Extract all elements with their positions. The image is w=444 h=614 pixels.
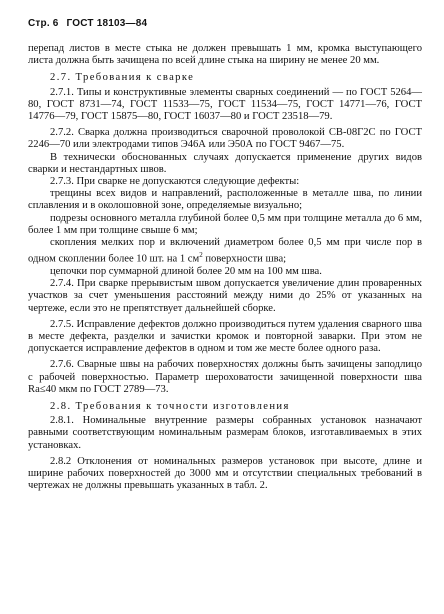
defect-item-undercuts: подрезы основного металла глубиной более 0,5 мм при толщине металла до 6 мм, более 1 мм при толщине свыше 6 мм;	[28, 212, 422, 236]
paragraph-2-7-4: 2.7.4. При сварке прерывистым швом допускается увеличение длин проваренных участков за счет уменьшения расстояний между ними до 25% от указанных на чертеже, если это не препятствует дальнейшей сборке.	[28, 278, 422, 314]
pores-superscript: 2	[199, 251, 203, 260]
pores-text: скопления мелких пор и включений диаметром более 0,5 мм при числе пор в одном скоплении более 10 шт. на 1 см	[28, 237, 422, 265]
paragraph-2-7-2: 2.7.2. Сварка должна производиться сварочной проволокой СВ-08Г2С по ГОСТ 2246—70 или электродами типов Э46А или Э50А по ГОСТ 9467—75.	[28, 127, 422, 151]
paragraph-2-7-2-note: В технически обоснованных случаях допускается применение других видов сварки и нестандартных швов.	[28, 151, 422, 175]
defect-item-pore-chains: цепочки пор суммарной длиной более 20 мм на 100 мм шва.	[50, 265, 322, 277]
standard-code: ГОСТ 18103—84	[66, 18, 148, 29]
defect-item-cracks: трещины всех видов и направлений, расположенные в металле шва, по линии сплавления и в околошовной зоне, определяемые визуально;	[28, 188, 422, 212]
section-heading-2-7: 2.7. Требования к сварке	[50, 72, 195, 84]
pores-text-end: поверхности шва;	[202, 253, 287, 265]
paragraph-2-8-1: 2.8.1. Номинальные внутренние размеры собранных установок назначают равными соответствующим номинальным размерам блоков, изготавливаемых в этих установках.	[28, 415, 422, 451]
page-number: Стр. 6	[28, 18, 59, 29]
paragraph-2-7-3: 2.7.3. При сварке не допускаются следующие дефекты:	[50, 176, 300, 188]
paragraph-continuation: перепад листов в месте стыка не должен превышать 1 мм, кромка выступающего листа должна быть зачищена по всей длине стыка на ширину не менее 20 мм.	[28, 43, 422, 67]
paragraph-2-7-1: 2.7.1. Типы и конструктивные элементы сварных соединений — по ГОСТ 5264—80, ГОСТ 8731—74, ГОСТ 11533—75, ГОСТ 11534—75, ГОСТ 14771—76, ГОСТ 14776—79, ГОСТ 15875—80, ГОСТ 16037—80 и ГОСТ 23518—79.	[28, 86, 422, 123]
section-heading-2-8: 2.8. Требования к точности изготовления	[50, 401, 290, 413]
defect-item-pores	[28, 237, 422, 266]
paragraph-2-7-5: 2.7.5. Исправление дефектов должно производиться путем удаления сварного шва в месте дефекта, разделки и зачистки кромок и повторной заварки. При этом не допускается исправление дефектов в одном и том же месте более одного раза.	[28, 318, 422, 355]
paragraph-2-8-2: 2.8.2 Отклонения от номинальных размеров установок при высоте, длине и ширине рабочих поверхностей до 3000 мм и отсутствии специальных требований в чертежах не должны превышать указанных в табл. 2.	[28, 455, 422, 492]
paragraph-2-7-6: 2.7.6. Сварные швы на рабочих поверхностях должны быть зачищены заподлицо с рабочей поверхностью. Параметр шероховатости зачищенной поверхности шва Ra≤40 мкм по ГОСТ 2789—73.	[28, 359, 422, 395]
page-header	[28, 18, 422, 29]
document-body	[28, 43, 422, 492]
